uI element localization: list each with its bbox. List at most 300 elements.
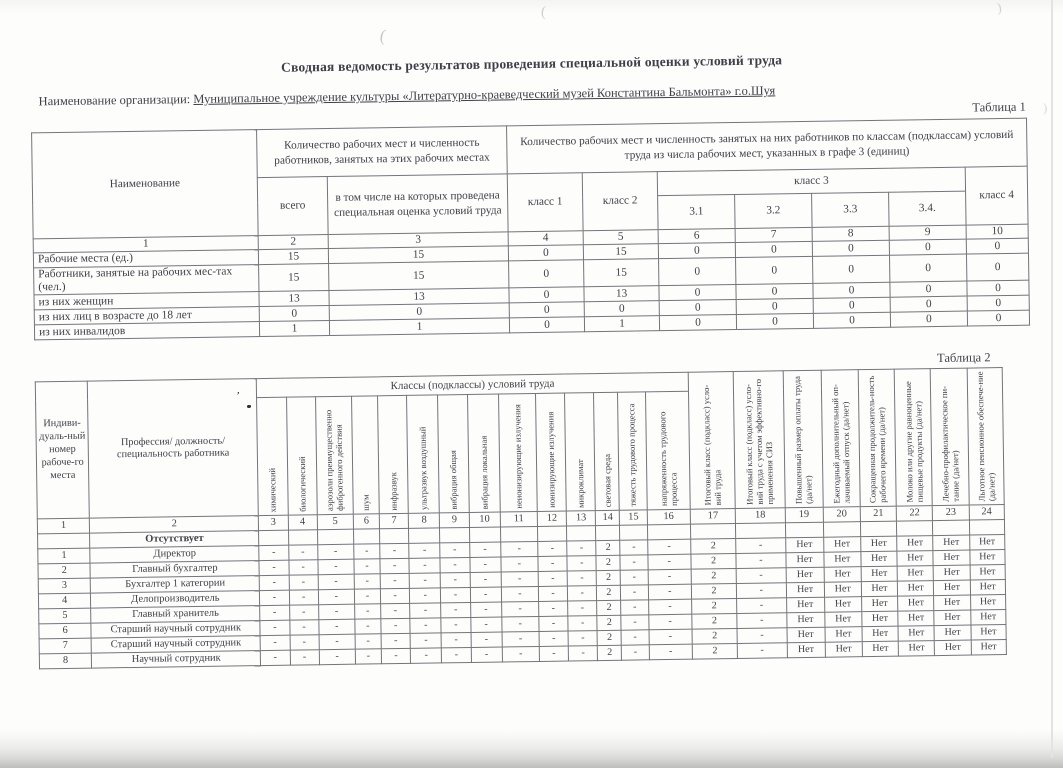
t2-profession: Директор <box>90 546 259 564</box>
t1-value-cell: 0 <box>508 245 583 261</box>
t2-value-cell: - <box>289 590 318 605</box>
t2-value-cell: Нет <box>933 550 969 566</box>
t1-value-cell: 0 <box>890 311 967 327</box>
t1-column-number: 6 <box>658 228 735 243</box>
t2-factor-label: шум <box>360 494 372 512</box>
t1-value-cell: 0 <box>967 281 1029 297</box>
t2-profession: Главный бухгалтер <box>90 561 259 579</box>
t2-value-cell: 2 <box>691 584 736 600</box>
t2-value-cell: - <box>289 575 318 590</box>
t2-value-cell: Нет <box>971 640 1007 656</box>
t2-value-cell: Нет <box>934 565 970 581</box>
t2-empty-cell <box>567 526 596 541</box>
t2-value-cell: - <box>621 585 648 600</box>
t2-value-cell: - <box>736 538 786 554</box>
t2-value-cell: - <box>441 588 470 603</box>
t2-value-cell: Нет <box>786 583 824 599</box>
t2-value-cell: Нет <box>824 552 861 568</box>
t2-column-number: 11 <box>500 512 537 528</box>
t1-value-cell: 0 <box>659 257 736 286</box>
t2-value-cell: - <box>319 635 355 651</box>
t2-empty-cell <box>596 526 620 541</box>
t2-factor-header <box>498 393 537 512</box>
t1-header-group-workplaces: Количество рабочих мест и численность работников, занятых на этих рабочих местах <box>257 126 508 178</box>
t2-value-cell: Нет <box>897 551 933 567</box>
t2-value-cell: - <box>440 543 469 558</box>
t1-value-cell: 15 <box>259 264 329 292</box>
t1-value-cell: 0 <box>509 302 584 318</box>
t2-value-cell: Нет <box>861 582 897 598</box>
t2-factor-label: микроклимат <box>575 459 586 508</box>
t2-value-cell: - <box>539 601 568 616</box>
t2-factor-header <box>315 396 353 515</box>
t2-value-cell: - <box>470 587 501 602</box>
t2-value-cell: - <box>737 628 787 644</box>
t1-row-label: Рабочие места (ед.) <box>33 250 258 268</box>
t2-empty-cell <box>409 528 440 543</box>
t2-value-cell: - <box>620 555 647 570</box>
t1-header-class3-2: 3.2 <box>735 193 812 228</box>
t1-header-class3-4: 3.4. <box>889 191 966 226</box>
t2-value-cell: - <box>290 650 319 665</box>
t2-empty-cell <box>690 524 735 540</box>
t2-value-cell: - <box>621 570 648 585</box>
t2-empty-cell <box>823 522 860 538</box>
t2-value-cell: - <box>288 560 317 575</box>
scan-artifact: ( <box>378 25 388 46</box>
t2-value-cell: Нет <box>862 612 898 628</box>
t1-column-number: 3 <box>328 232 508 249</box>
t2-value-cell: - <box>502 617 539 633</box>
t2-value-cell: - <box>288 545 317 560</box>
t1-header-total: всего <box>257 177 328 236</box>
t1-value-cell: 1 <box>584 316 659 332</box>
t2-profession: Бухгалтер 1 категории <box>91 576 260 594</box>
t2-value-cell: Нет <box>861 537 897 553</box>
t2-factor-header <box>407 394 440 513</box>
t2-value-cell: Нет <box>934 625 970 641</box>
t2-result-header <box>931 369 969 507</box>
t1-value-cell: 0 <box>736 284 813 300</box>
t1-column-number: 4 <box>508 231 583 246</box>
t2-factor-label: тяжесть трудового процесса <box>626 403 639 508</box>
t2-value-cell: - <box>260 591 289 606</box>
t2-value-cell: - <box>381 634 410 649</box>
t1-column-number: 2 <box>258 235 328 250</box>
t2-value-cell: - <box>737 613 787 629</box>
t1-value-cell: 0 <box>813 283 890 299</box>
t1-value-cell: 0 <box>659 285 736 301</box>
t2-value-cell: - <box>736 553 786 569</box>
t2-value-cell: - <box>470 557 501 572</box>
t2-value-cell: 2 <box>597 631 621 646</box>
t1-value-cell: 0 <box>509 260 584 289</box>
t2-profession: Делопроизводитель <box>91 591 260 609</box>
t2-row-number: 1 <box>38 549 91 565</box>
t2-value-cell: - <box>260 636 289 651</box>
t2-value-cell: 2 <box>692 614 737 630</box>
t2-value-cell: - <box>500 542 537 558</box>
t2-result-header <box>858 370 896 508</box>
t2-value-cell: - <box>318 575 354 591</box>
table1-workplace-summary <box>31 118 1030 341</box>
t2-value-cell: - <box>538 541 567 556</box>
t2-empty-cell <box>897 521 933 537</box>
t2-value-cell: - <box>409 543 440 558</box>
t2-factor-label: напряженность трудового процесса <box>656 411 679 507</box>
t2-value-cell: - <box>411 648 442 663</box>
t2-row-number: 4 <box>38 594 91 610</box>
t2-value-cell: Нет <box>786 598 824 614</box>
t1-header-class4: класс 4 <box>965 166 1028 225</box>
t1-value-cell: 0 <box>736 256 813 285</box>
t2-profession: Старший научный сотрудник <box>91 636 260 654</box>
t2-value-cell: 2 <box>692 644 737 660</box>
t2-value-cell: - <box>290 635 319 650</box>
t2-value-cell: - <box>441 573 470 588</box>
t1-header-class1: класс 1 <box>507 173 583 232</box>
t2-empty-cell <box>785 523 823 539</box>
t2-value-cell: - <box>381 649 410 664</box>
t2-value-cell: - <box>441 618 470 633</box>
t1-column-number: 9 <box>889 225 966 240</box>
t2-result-label: Льготное пенсионное обеспече-ние (да/нет) <box>974 371 997 502</box>
t1-column-number: 10 <box>966 224 1028 239</box>
t2-value-cell: 2 <box>596 556 620 571</box>
t2-factor-header <box>257 397 288 516</box>
t2-value-cell: Нет <box>898 581 934 597</box>
t2-value-cell: - <box>319 650 355 666</box>
t1-header-class3-1: 3.1 <box>658 195 735 230</box>
t1-value-cell: 13 <box>329 288 509 306</box>
t2-header-classes-group: Классы (подклассы) условий труда <box>257 373 689 398</box>
t2-value-cell: - <box>648 555 692 571</box>
t2-row-number: 5 <box>39 609 92 625</box>
t2-result-label: Итоговый класс (подкласс) усло-вий труда с учетом эффективно-го применения СИЗ <box>743 379 776 506</box>
t2-empty-cell <box>860 522 896 538</box>
t1-value-cell: 15 <box>583 244 658 260</box>
t2-value-cell: - <box>317 545 353 561</box>
t1-value-cell: 0 <box>736 314 813 330</box>
t2-value-cell: - <box>441 603 470 618</box>
t2-value-cell: - <box>410 603 441 618</box>
t2-value-cell: - <box>355 604 381 619</box>
t1-value-cell: 15 <box>258 249 328 265</box>
t2-value-cell: - <box>501 572 538 588</box>
t2-value-cell: 2 <box>691 569 736 585</box>
t2-result-header <box>821 370 860 508</box>
t2-row-number: 8 <box>39 654 92 670</box>
t1-value-cell: 0 <box>967 311 1029 327</box>
t2-empty-cell <box>353 529 379 544</box>
t2-value-cell: - <box>355 634 381 649</box>
t1-value-cell: 0 <box>736 299 813 315</box>
t2-result-label: Лечебно-профилактическое пи-тание (да/нет) <box>938 386 961 503</box>
t2-value-cell: Нет <box>823 537 860 553</box>
t1-value-cell: 0 <box>813 298 890 314</box>
t2-value-cell: Нет <box>824 582 861 598</box>
t2-column-number: 14 <box>596 511 620 526</box>
t2-column-number: 18 <box>735 508 785 524</box>
t2-value-cell: - <box>539 631 568 646</box>
t2-value-cell: - <box>380 574 409 589</box>
t1-header-class3: класс 3 <box>657 167 965 196</box>
t2-value-cell: - <box>380 559 409 574</box>
t2-factor-header <box>618 391 647 510</box>
t2-value-cell: - <box>354 574 380 589</box>
scan-artifact: ) <box>995 0 1003 17</box>
t2-result-label: Сокращенная продолжитель-ность рабочего времени (да/нет) <box>866 375 889 504</box>
t2-value-cell: - <box>354 544 380 559</box>
t2-column-number: 1 <box>37 519 90 535</box>
t2-value-cell: - <box>567 556 596 571</box>
t2-value-cell: - <box>649 645 693 661</box>
t2-value-cell: - <box>502 647 539 663</box>
t2-value-cell: - <box>538 556 567 571</box>
t2-value-cell: - <box>471 632 502 647</box>
t2-result-header <box>783 371 823 509</box>
scan-artifact: ) <box>1043 100 1048 115</box>
t2-value-cell: - <box>410 633 441 648</box>
t2-value-cell: - <box>567 571 596 586</box>
t2-factor-label: биологический <box>296 456 308 512</box>
t2-value-cell: - <box>289 605 318 620</box>
t1-value-cell: 0 <box>889 239 966 255</box>
t2-empty-cell <box>288 530 317 545</box>
t2-value-cell: Нет <box>898 641 934 657</box>
t2-value-cell: - <box>621 615 648 630</box>
t2-value-cell: - <box>318 560 354 576</box>
t2-value-cell: - <box>354 589 380 604</box>
t2-column-number: 12 <box>537 511 566 526</box>
organization-label: Наименование организации: <box>38 92 191 109</box>
t1-header-class3-3: 3.3 <box>812 192 889 227</box>
t2-value-cell: - <box>442 648 471 663</box>
t1-row-label: Работники, занятые на рабочих мес-тах (чел.) <box>34 265 259 296</box>
t1-value-cell: 0 <box>967 296 1029 312</box>
organization-name: Муниципальное учреждение культуры «Литературно-краеведческий музей Константина Бальмонта» г.о.Шуя <box>193 83 776 107</box>
t1-value-cell: 0 <box>658 242 735 258</box>
t2-value-cell: - <box>647 540 691 556</box>
t2-factor-header <box>645 391 690 511</box>
t2-value-cell: - <box>648 615 692 631</box>
t1-value-cell: 0 <box>966 238 1028 254</box>
t2-value-cell: - <box>502 632 539 648</box>
t2-value-cell: Нет <box>787 643 825 659</box>
t2-result-label: Ежегодный дополнительный оп-лачиваемый отпуск (да/нет) <box>829 384 852 505</box>
t2-column-number: 13 <box>566 511 595 526</box>
t2-column-number: 24 <box>969 505 1005 521</box>
t2-value-cell: - <box>381 604 410 619</box>
t2-result-header <box>967 368 1004 506</box>
t2-value-cell: - <box>380 544 409 559</box>
t2-value-cell: - <box>737 583 787 599</box>
table1-caption: Таблица 1 <box>972 99 1026 115</box>
t2-value-cell: Нет <box>824 567 861 583</box>
t1-value-cell: 15 <box>329 261 509 291</box>
t2-value-cell: Нет <box>786 568 824 584</box>
t2-column-number: 19 <box>785 508 823 524</box>
t2-result-label: Повышенный размер оплаты труда (да/нет) <box>791 376 814 505</box>
t2-value-cell: - <box>289 620 318 635</box>
t2-value-cell: Нет <box>970 580 1006 596</box>
t2-absent-number <box>38 534 91 550</box>
t2-column-number: 23 <box>933 505 969 521</box>
t2-value-cell: - <box>737 598 787 614</box>
t2-value-cell: - <box>622 645 649 660</box>
t1-value-cell: 0 <box>813 313 890 329</box>
t2-empty-cell <box>317 530 353 546</box>
t1-value-cell: 13 <box>584 286 659 302</box>
t2-empty-cell <box>537 526 566 541</box>
t2-value-cell: - <box>355 649 381 664</box>
t2-value-cell: Нет <box>898 626 934 642</box>
t1-row-label: из них женщин <box>34 292 259 310</box>
t1-value-cell: 0 <box>329 303 509 321</box>
t2-value-cell: - <box>621 600 648 615</box>
t2-profession: Научный сотрудник <box>92 651 261 669</box>
t2-factor-label: световая среда <box>601 453 613 508</box>
t1-value-cell: 1 <box>259 321 329 337</box>
t1-value-cell: 0 <box>813 255 890 284</box>
t2-value-cell: Нет <box>825 627 862 643</box>
t2-value-cell: Нет <box>970 595 1006 611</box>
t1-value-cell: 0 <box>890 297 967 313</box>
t2-value-cell: 2 <box>692 629 737 645</box>
t2-value-cell: - <box>470 602 501 617</box>
table2-caption: Таблица 2 <box>936 350 991 366</box>
t2-value-cell: Нет <box>934 580 970 596</box>
scan-artifact: ( <box>540 3 547 21</box>
t2-value-cell: - <box>259 546 288 561</box>
t2-value-cell: - <box>538 586 567 601</box>
t2-factor-label: неионизирующие излучения <box>511 404 524 509</box>
t2-value-cell: - <box>539 616 568 631</box>
t2-value-cell: Нет <box>785 553 823 569</box>
t2-value-cell: 2 <box>598 646 622 661</box>
t2-result-label: Итоговый класс (подкласс) усло-вий труда <box>700 385 723 506</box>
t1-value-cell: 0 <box>509 317 584 333</box>
t2-column-number: 2 <box>90 516 259 534</box>
t2-value-cell: - <box>620 540 647 555</box>
t2-factor-header <box>565 392 596 511</box>
t2-value-cell: Нет <box>862 597 898 613</box>
t2-value-cell: - <box>261 651 290 666</box>
t2-value-cell: Нет <box>786 613 824 629</box>
t2-value-cell: - <box>440 558 469 573</box>
t2-value-cell: - <box>649 630 693 646</box>
t2-value-cell: Нет <box>785 538 823 554</box>
t2-factor-header <box>378 395 409 514</box>
t2-factor-label: ультразвук воздушный <box>417 426 429 511</box>
t2-value-cell: - <box>501 557 538 573</box>
t2-value-cell: Нет <box>970 610 1006 626</box>
t2-value-cell: - <box>409 558 440 573</box>
t2-value-cell: - <box>381 619 410 634</box>
t1-header-group-classes: Количество рабочих мест и численность занятых на них работников по классам (подклассам) условий труда из числа рабочих мест, указанных в графе 3 (единиц) <box>507 118 1028 174</box>
t2-value-cell: - <box>354 559 380 574</box>
t1-value-cell: 1 <box>329 318 509 336</box>
t2-result-label: Молоко или другие равноценные пищевые продукты (да/нет) <box>902 381 925 503</box>
t2-row-number: 3 <box>38 579 91 595</box>
t1-value-cell: 0 <box>967 253 1029 281</box>
t2-factor-label: химический <box>267 467 279 513</box>
t1-value-cell: 0 <box>659 300 736 316</box>
t2-column-number: 22 <box>896 506 932 522</box>
page-title: Сводная ведомость результатов проведения специальной оценки условий труда <box>280 52 783 75</box>
t2-profession: Старший научный сотрудник <box>91 621 260 639</box>
document-sheet <box>30 49 1042 670</box>
t2-column-number: 10 <box>469 512 500 527</box>
t2-factor-label: инфразвук <box>388 471 399 511</box>
t2-empty-cell <box>647 525 691 541</box>
t2-value-cell: Нет <box>934 595 970 611</box>
t2-value-cell: Нет <box>898 596 934 612</box>
t2-value-cell: 2 <box>597 601 621 616</box>
t2-absent-label: Отсутствует <box>90 531 259 549</box>
t2-factor-label: ионизирующие излучения <box>545 412 557 509</box>
t2-value-cell: Нет <box>935 640 971 656</box>
t1-column-number: 8 <box>812 226 889 241</box>
t2-value-cell: 2 <box>596 541 620 556</box>
t1-header-name: Наименование <box>32 130 259 239</box>
t2-empty-cell <box>500 527 537 543</box>
t2-value-cell: - <box>355 619 381 634</box>
t2-row-number: 6 <box>39 624 92 640</box>
t1-column-number: 5 <box>583 230 658 245</box>
t2-value-cell: - <box>259 561 288 576</box>
t2-empty-cell <box>380 529 409 544</box>
t2-value-cell: Нет <box>862 642 898 658</box>
t2-value-cell: Нет <box>825 642 862 658</box>
t2-value-cell: 2 <box>691 554 736 570</box>
t1-header-assessed: в том числе на которых проведена специальная оценка условий труда <box>327 174 508 235</box>
t2-factor-header <box>467 394 500 513</box>
t2-value-cell: - <box>568 631 597 646</box>
t2-value-cell: Нет <box>934 610 970 626</box>
t2-row-number: 2 <box>38 564 91 580</box>
t2-value-cell: Нет <box>898 611 934 627</box>
t2-header-profession: Профессия/ должность/ специальность работника <box>88 379 259 518</box>
t2-value-cell: - <box>539 646 568 661</box>
t1-value-cell: 0 <box>509 287 584 303</box>
t2-value-cell: - <box>260 606 289 621</box>
ink-mark: ʼ <box>235 392 251 408</box>
t2-value-cell: Нет <box>897 566 933 582</box>
t1-header-class2: класс 2 <box>582 172 658 231</box>
t1-value-cell: 0 <box>659 315 736 331</box>
t2-value-cell: - <box>380 589 409 604</box>
t1-column-number: 7 <box>735 227 812 242</box>
t2-result-header <box>733 371 784 509</box>
t1-row-label: из них инвалидов <box>34 322 259 340</box>
t2-value-cell: - <box>567 541 596 556</box>
t2-value-cell: Нет <box>897 536 933 552</box>
t2-column-number: 17 <box>690 509 735 525</box>
t2-header-workplace-number: Индиви-дуаль-ный номер рабоче-го места <box>35 382 89 520</box>
t2-factor-header <box>536 393 567 512</box>
t2-value-cell: - <box>470 617 501 632</box>
t2-value-cell: - <box>260 621 289 636</box>
t2-factor-header <box>286 396 317 515</box>
t1-value-cell: 0 <box>890 254 967 283</box>
t1-value-cell: 13 <box>259 291 329 307</box>
t2-value-cell: - <box>260 576 289 591</box>
t2-column-number: 21 <box>860 507 896 523</box>
t1-value-cell: 0 <box>890 282 967 298</box>
t2-value-cell: 2 <box>692 599 737 615</box>
t2-row-number: 7 <box>39 639 92 655</box>
